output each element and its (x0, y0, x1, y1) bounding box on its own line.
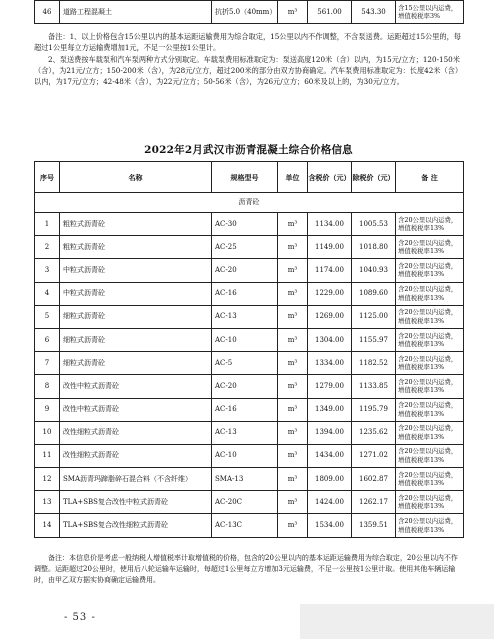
table-row (35, 421, 464, 444)
price-incl-cell: 1809.00 (308, 468, 352, 491)
price-excl-cell: 1262.17 (352, 491, 396, 514)
price-excl-cell: 1271.02 (352, 444, 396, 467)
header-name: 名称 (60, 162, 212, 193)
name-cell: 改性细粒式沥青砼 (60, 421, 212, 444)
price-incl-cell: 1349.00 (308, 398, 352, 421)
table-row (35, 259, 464, 282)
note-paragraph-1: 备注：1、以上价格包含15公里以内的基本运距运输费用为综合取定，15公里以内不作调整，不含泵送费。运距超过15公里的，每超过1公里每立方运输费增加1元，不足一公里按1公里计。 (34, 32, 461, 52)
table-row (35, 514, 464, 537)
price-excl-cell: 1182.52 (352, 352, 396, 375)
name-cell: 改性中粒式沥青砼 (60, 375, 212, 398)
seq-cell: 5 (35, 305, 60, 328)
seq-cell: 9 (35, 398, 60, 421)
seq-cell: 7 (35, 352, 60, 375)
remark-cell: 含15公里以内运费，增值税税率3% (396, 1, 464, 24)
spec-cell: AC-10 (212, 328, 278, 351)
price-incl-cell: 561.00 (308, 1, 352, 24)
footnote: 备注：本信息价是考虑一般纳税人增值税率计取增值税的价格，包含的20公里以内的基本运距运输费用为综合取定，20公里以内不作调整。运距超过20公里时，使用后八轮运输车运输时，每超过1公里每立方增加3元运输费，不足一公里按1公里计取。使用其他车辆运输时，由甲乙双方据实协商确定运输费用。 (34, 554, 458, 584)
name-cell: SMA沥青玛蹄脂碎石混合料（不含纤维） (60, 468, 212, 491)
price-incl-cell: 1269.00 (308, 305, 352, 328)
name-cell: 细粒式沥青砼 (60, 352, 212, 375)
spec-cell: AC-20 (212, 375, 278, 398)
table-row (35, 213, 464, 236)
seq-cell: 8 (35, 375, 60, 398)
price-excl-cell: 1235.62 (352, 421, 396, 444)
header-seq: 序号 (35, 162, 60, 193)
name-cell: 中粒式沥青砼 (60, 282, 212, 305)
remark-cell: 含20公里以内运费，增值税税率13% (396, 468, 464, 491)
table-row (35, 1, 464, 24)
unit-cell: m³ (278, 328, 308, 351)
price-excl-cell: 1195.79 (352, 398, 396, 421)
name-cell: 道路工程混凝土 (60, 1, 212, 24)
remark-cell: 含20公里以内运费，增值税税率13% (396, 375, 464, 398)
table-row (35, 236, 464, 259)
spec-cell: AC-30 (212, 213, 278, 236)
spec-cell: AC-16 (212, 282, 278, 305)
remark-cell: 含20公里以内运费，增值税税率13% (396, 282, 464, 305)
spec-cell: AC-5 (212, 352, 278, 375)
table-header-row (35, 162, 464, 193)
name-cell: 改性中粒式沥青砼 (60, 398, 212, 421)
seq-cell: 3 (35, 259, 60, 282)
spec-cell: AC-25 (212, 236, 278, 259)
seq-cell: 2 (35, 236, 60, 259)
unit-cell: m³ (278, 1, 308, 24)
price-excl-cell: 1040.93 (352, 259, 396, 282)
remark-cell: 含20公里以内运费，增值税税率13% (396, 213, 464, 236)
spec-cell: AC-20 (212, 259, 278, 282)
unit-cell: m³ (278, 259, 308, 282)
price-table (34, 161, 464, 538)
table-row (35, 444, 464, 467)
note-paragraph-2: 2、泵送费按车载泵和汽车泵两种方式分别取定。车载泵费用标准取定为：泵送高度120米（含）以内，为15元/立方；120-150米（含），为21元/立方；150-200米（含），为28元/立方，超过200米的部分由双方协商确定。汽车泵费用标准取定为：长度42米（含）以内，为17元/立方；42-48米（含），为22元/立方；50-56米（含），为26元/立方；60米及以上的，为30元/立方。 (34, 55, 463, 86)
scan-edge (300, 604, 494, 639)
unit-cell: m³ (278, 305, 308, 328)
price-incl-cell: 1149.00 (308, 236, 352, 259)
price-incl-cell: 1534.00 (308, 514, 352, 537)
table-row (35, 328, 464, 351)
spec-cell: 抗折5.0（40mm） (212, 1, 278, 24)
spec-cell: AC-20C (212, 491, 278, 514)
unit-cell: m³ (278, 213, 308, 236)
remark-cell: 含20公里以内运费，增值税税率13% (396, 305, 464, 328)
price-incl-cell: 1279.00 (308, 375, 352, 398)
unit-cell: m³ (278, 352, 308, 375)
remark-cell: 含20公里以内运费，增值税税率13% (396, 328, 464, 351)
table-row (35, 305, 464, 328)
category-row (35, 193, 464, 213)
table-row (35, 468, 464, 491)
price-excl-cell: 1602.87 (352, 468, 396, 491)
header-price-incl: 含税价（元） (308, 162, 352, 193)
table-row (35, 282, 464, 305)
price-incl-cell: 1394.00 (308, 421, 352, 444)
remark-cell: 含20公里以内运费，增值税税率13% (396, 352, 464, 375)
price-excl-cell: 543.30 (352, 1, 396, 24)
unit-cell: m³ (278, 236, 308, 259)
unit-cell: m³ (278, 444, 308, 467)
header-unit: 单位 (278, 162, 308, 193)
seq-cell: 11 (35, 444, 60, 467)
name-cell: 细粒式沥青砼 (60, 305, 212, 328)
spec-cell: AC-13 (212, 305, 278, 328)
seq-cell: 14 (35, 514, 60, 537)
table-row (35, 398, 464, 421)
price-excl-cell: 1005.53 (352, 213, 396, 236)
price-incl-cell: 1134.00 (308, 213, 352, 236)
remark-cell: 含20公里以内运费，增值税税率13% (396, 421, 464, 444)
unit-cell: m³ (278, 375, 308, 398)
page-number: - 53 - (64, 612, 96, 623)
category-label: 沥青砼 (35, 193, 464, 213)
name-cell: 细粒式沥青砼 (60, 328, 212, 351)
price-excl-cell: 1018.80 (352, 236, 396, 259)
page-title: 2022年2月武汉市沥青混凝土综合价格信息 (144, 144, 353, 156)
spec-cell: SMA-13 (212, 468, 278, 491)
unit-cell: m³ (278, 468, 308, 491)
name-cell: 中粒式沥青砼 (60, 259, 212, 282)
price-incl-cell: 1424.00 (308, 491, 352, 514)
remark-cell: 含20公里以内运费，增值税税率13% (396, 259, 464, 282)
price-excl-cell: 1125.00 (352, 305, 396, 328)
table-row (35, 491, 464, 514)
seq-cell: 6 (35, 328, 60, 351)
price-excl-cell: 1133.85 (352, 375, 396, 398)
name-cell: TLA+SBS复合改性中粒式沥青砼 (60, 491, 212, 514)
table-row (35, 375, 464, 398)
carry-over-table (34, 0, 464, 24)
spec-cell: AC-10 (212, 444, 278, 467)
seq-cell: 4 (35, 282, 60, 305)
remark-cell: 含20公里以内运费，增值税税率13% (396, 444, 464, 467)
price-incl-cell: 1229.00 (308, 282, 352, 305)
price-excl-cell: 1359.51 (352, 514, 396, 537)
name-cell: TLA+SBS复合改性细粒式沥青砼 (60, 514, 212, 537)
seq-cell: 12 (35, 468, 60, 491)
unit-cell: m³ (278, 421, 308, 444)
name-cell: 粗粒式沥青砼 (60, 236, 212, 259)
header-remark: 备 注 (396, 162, 464, 193)
header-spec: 规格型号 (212, 162, 278, 193)
seq-cell: 1 (35, 213, 60, 236)
remark-cell: 含20公里以内运费，增值税税率13% (396, 236, 464, 259)
unit-cell: m³ (278, 398, 308, 421)
name-cell: 粗粒式沥青砼 (60, 213, 212, 236)
spec-cell: AC-13C (212, 514, 278, 537)
name-cell: 改性细粒式沥青砼 (60, 444, 212, 467)
price-excl-cell: 1089.60 (352, 282, 396, 305)
seq-cell: 46 (35, 1, 60, 24)
spec-cell: AC-13 (212, 421, 278, 444)
table-row (35, 352, 464, 375)
unit-cell: m³ (278, 514, 308, 537)
remark-cell: 含20公里以内运费，增值税税率13% (396, 514, 464, 537)
price-incl-cell: 1434.00 (308, 444, 352, 467)
price-incl-cell: 1174.00 (308, 259, 352, 282)
remark-cell: 含20公里以内运费，增值税税率13% (396, 491, 464, 514)
spec-cell: AC-16 (212, 398, 278, 421)
seq-cell: 10 (35, 421, 60, 444)
header-price-excl: 除税价（元） (352, 162, 396, 193)
unit-cell: m³ (278, 491, 308, 514)
remark-cell: 含20公里以内运费，增值税税率13% (396, 398, 464, 421)
price-incl-cell: 1334.00 (308, 352, 352, 375)
seq-cell: 13 (35, 491, 60, 514)
price-excl-cell: 1155.97 (352, 328, 396, 351)
unit-cell: m³ (278, 282, 308, 305)
price-incl-cell: 1304.00 (308, 328, 352, 351)
